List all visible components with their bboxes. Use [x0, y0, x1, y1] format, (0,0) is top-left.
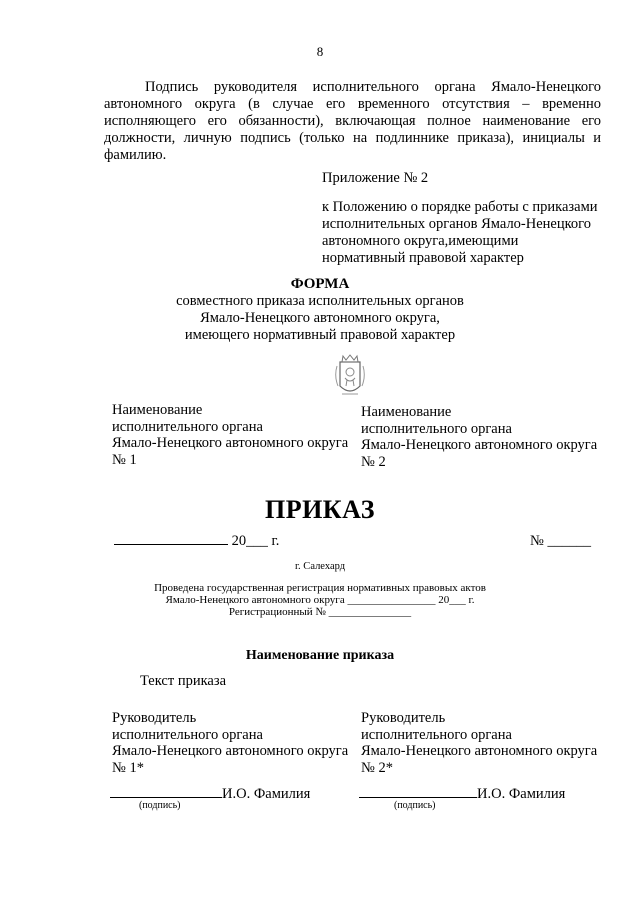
signatory-right-line-4: № 2* — [361, 759, 393, 776]
form-subtitle-3: имеющего нормативный правовой характер — [184, 327, 456, 343]
page-number: 8 — [316, 44, 324, 59]
signatory-right-line-2: исполнительного органа — [361, 726, 512, 743]
signatory-left — [112, 710, 362, 776]
signature-instruction-paragraph: Подпись руководителя исполнительного органа Ямало-Ненецкого автономного округа (в случае его временного отсутствия – временно исполняющего его обязанности), включающая полное наименование его должности, личную подпись (только на подлиннике приказа), инициалы и фамилию. — [104, 79, 601, 163]
org-left-line-4: № 1 — [112, 451, 137, 468]
org-right-line-4: № 2 — [361, 453, 386, 470]
signatory-right-line-3: Ямало-Ненецкого автономного округа — [361, 743, 598, 759]
org-right-line-1: Наименование — [361, 404, 452, 420]
signatory-left-line-1: Руководитель — [112, 710, 197, 726]
order-date — [114, 533, 279, 550]
form-subtitle-2: Ямало-Ненецкого автономного округа, — [200, 310, 440, 326]
signatory-left-line-2: исполнительного органа — [112, 726, 263, 743]
signature-right-blank — [359, 797, 477, 798]
registration-line-2: Ямало-Ненецкого автономного округа ________________ 20___ г. — [165, 594, 475, 606]
signature-right-name: И.О. Фамилия — [477, 786, 566, 802]
form-subtitle-1: совместного приказа исполнительных органов — [176, 293, 464, 309]
order-name: Наименование приказа — [245, 648, 395, 663]
appendix-title: Приложение № 2 — [322, 170, 429, 186]
order-date-suffix: 20___ г. — [231, 533, 280, 549]
org-right-line-2: исполнительного органа — [361, 420, 512, 437]
signature-left-caption: (подпись) — [139, 800, 181, 811]
signatory-right-line-1: Руководитель — [361, 710, 446, 726]
signature-left-blank — [110, 797, 222, 798]
signature-right-caption: (подпись) — [394, 800, 436, 811]
org-right-line-3: Ямало-Ненецкого автономного округа — [361, 437, 598, 453]
order-number: № ______ — [530, 533, 591, 549]
form-title: ФОРМА — [290, 276, 350, 292]
org-right — [361, 404, 611, 470]
appendix-line-3: автономного округа,имеющими — [322, 233, 519, 249]
signatory-left-line-4: № 1* — [112, 759, 144, 776]
coat-of-arms-emblem — [332, 352, 368, 400]
order-text: Текст приказа — [140, 673, 227, 689]
appendix-line-4: нормативный правовой характер — [322, 250, 524, 266]
order-title: ПРИКАЗ — [264, 495, 376, 524]
org-left-line-2: исполнительного органа — [112, 418, 263, 435]
signatory-left-line-3: Ямало-Ненецкого автономного округа — [112, 743, 349, 759]
signature-left-name: И.О. Фамилия — [222, 786, 311, 802]
registration-line-3: Регистрационный № _______________ — [228, 606, 412, 618]
org-left-line-1: Наименование — [112, 402, 203, 418]
appendix-line-1: к Положению о порядке работы с приказами — [322, 199, 598, 215]
signature-right — [359, 786, 565, 803]
order-city: г. Салехард — [294, 561, 346, 572]
registration-line-1: Проведена государственная регистрация нормативных правовых актов — [154, 582, 486, 594]
signatory-right — [361, 710, 611, 776]
date-blank-line — [114, 544, 228, 545]
appendix-line-2: исполнительных органов Ямало-Ненецкого — [322, 216, 592, 232]
org-left-line-3: Ямало-Ненецкого автономного округа — [112, 435, 349, 451]
org-left — [112, 402, 362, 468]
